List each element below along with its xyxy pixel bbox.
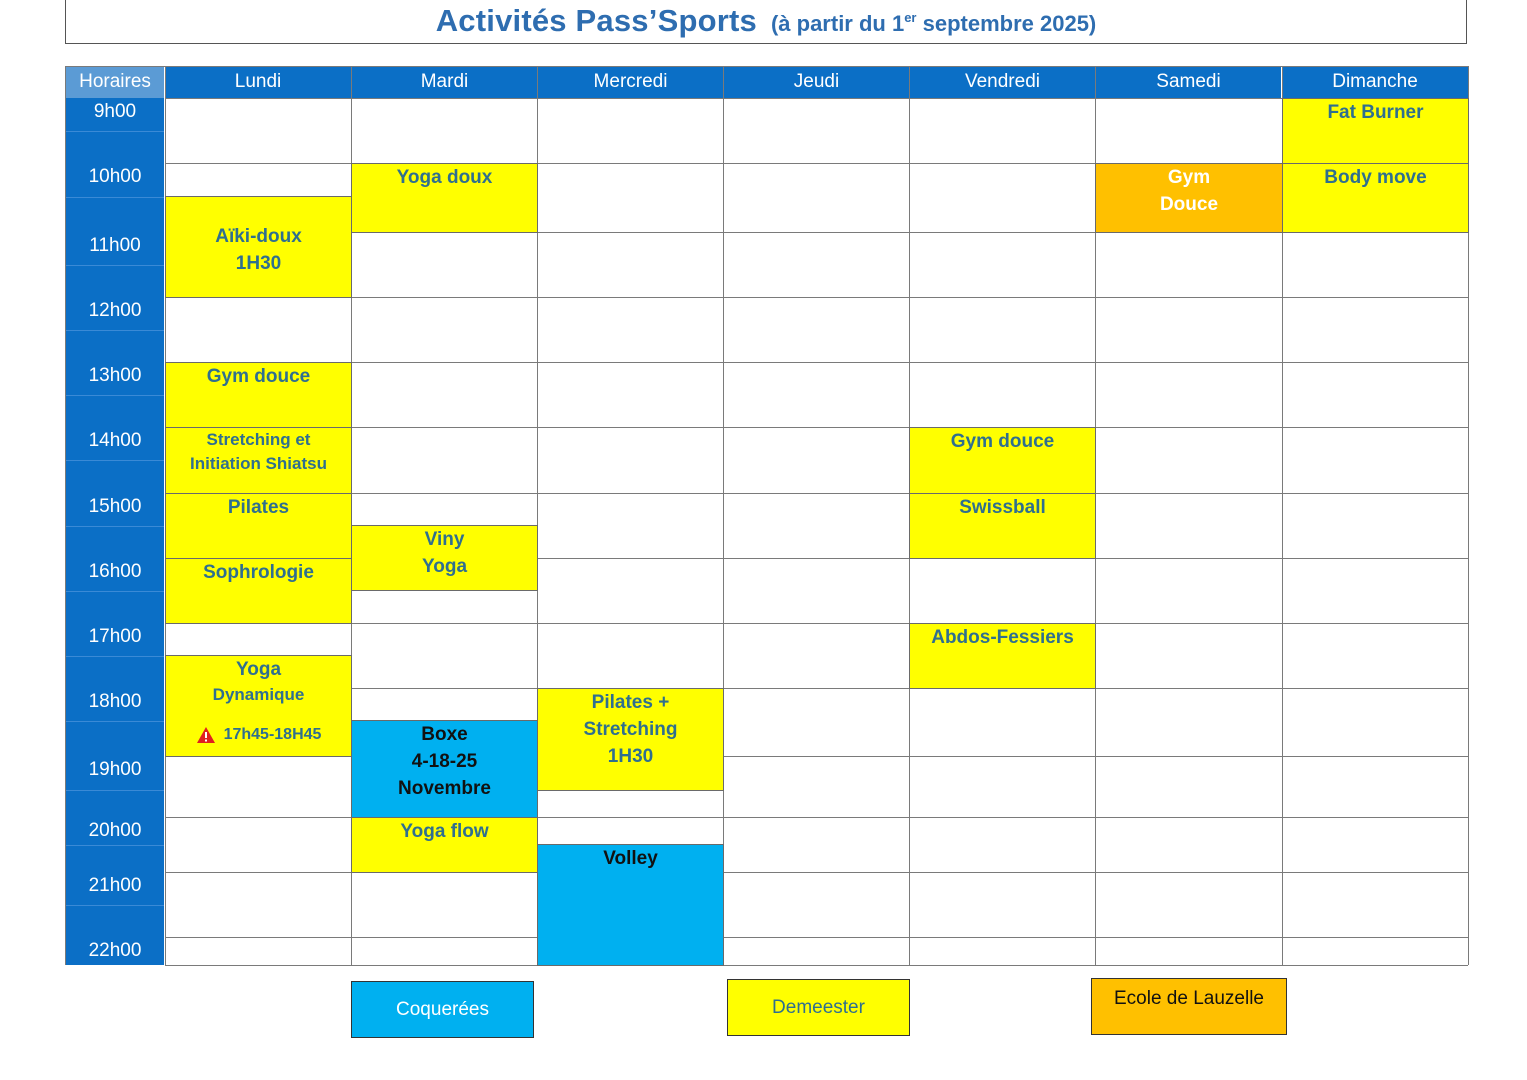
event-dimanche-fat-burner[interactable] — [1282, 98, 1469, 164]
time-label: 9h00 — [93, 101, 137, 122]
half-hour-divider — [66, 131, 164, 132]
half-hour-divider — [66, 526, 164, 527]
half-hour-divider — [66, 395, 164, 396]
event-label: Body move — [1324, 167, 1427, 188]
half-hour-divider — [66, 845, 164, 846]
legend-label: Demeester — [772, 996, 865, 1018]
legend-label: Ecole de Lauzelle — [1114, 988, 1264, 1009]
event-mercredi-pilates-stretching[interactable] — [537, 688, 724, 791]
grid-row-line — [165, 427, 1468, 428]
event-label: Novembre — [398, 778, 491, 799]
legend-lauzelle — [1091, 978, 1287, 1035]
half-hour-divider — [66, 591, 164, 592]
time-label: 17h00 — [88, 626, 142, 647]
time-label: 21h00 — [88, 875, 142, 896]
half-hour-divider — [66, 721, 164, 722]
time-label: 16h00 — [88, 561, 142, 582]
event-label: 1H30 — [607, 746, 654, 767]
legend-label: Coquerées — [396, 998, 489, 1020]
event-mercredi-volley[interactable] — [537, 844, 724, 966]
half-hour-divider — [66, 460, 164, 461]
event-mardi-viny-yoga[interactable] — [351, 525, 538, 591]
event-label: Abdos-Fessiers — [931, 627, 1074, 648]
event-lundi-pilates[interactable] — [165, 493, 352, 559]
legend-demeester — [727, 979, 910, 1036]
event-label: 4-18-25 — [411, 751, 478, 772]
grid-row-line — [165, 623, 1468, 624]
header-samedi: Samedi — [1096, 66, 1281, 98]
header-mardi: Mardi — [352, 66, 537, 98]
event-mardi-boxe[interactable] — [351, 720, 538, 818]
event-label: Aïki-doux — [215, 226, 302, 247]
event-label: Gym — [1167, 167, 1211, 188]
event-note-text: 17h45-18H45 — [223, 726, 322, 743]
grid-row-line — [165, 98, 1468, 99]
time-label: 11h00 — [89, 235, 141, 256]
half-hour-divider — [66, 197, 164, 198]
event-label: Pilates — [227, 497, 290, 518]
time-label: 19h00 — [88, 759, 142, 780]
header-jeudi: Jeudi — [724, 66, 909, 98]
time-label: 20h00 — [88, 820, 142, 841]
title-subtitle — [771, 10, 1096, 37]
page-title — [65, 0, 1467, 44]
title-sub-suffix: septembre 2025) — [916, 10, 1097, 36]
header-vendredi: Vendredi — [910, 66, 1095, 98]
event-vendredi-swissball[interactable] — [909, 493, 1096, 559]
event-label: Volley — [603, 848, 658, 869]
time-label: 13h00 — [88, 365, 142, 386]
event-mardi-yoga-flow[interactable] — [351, 817, 538, 873]
header-dimanche: Dimanche — [1282, 66, 1468, 98]
half-hour-divider — [66, 656, 164, 657]
header-lundi: Lundi — [165, 66, 351, 98]
event-label: Douce — [1159, 194, 1219, 215]
event-vendredi-gym-douce[interactable] — [909, 427, 1096, 494]
event-label: Gym douce — [206, 366, 311, 387]
half-hour-divider — [66, 790, 164, 791]
event-label: Viny — [424, 529, 465, 550]
event-label: Yoga doux — [396, 167, 493, 188]
event-note — [196, 721, 322, 748]
time-label: 18h00 — [88, 691, 142, 712]
event-mardi-yoga-doux[interactable] — [351, 163, 538, 233]
time-label: 15h00 — [88, 496, 142, 517]
event-lundi-yoga-dynamique[interactable] — [165, 655, 352, 757]
event-label: Stretching et — [206, 430, 311, 449]
grid-row-line — [165, 362, 1468, 363]
event-label: Initiation Shiatsu — [190, 454, 327, 473]
event-label: Gym douce — [950, 431, 1055, 452]
warning-icon — [196, 726, 216, 744]
event-label: Yoga — [421, 556, 468, 577]
event-lundi-aiki-doux[interactable] — [165, 196, 352, 298]
event-lundi-stretching[interactable] — [165, 427, 352, 494]
half-hour-divider — [66, 330, 164, 331]
title-sub-sup: er — [904, 9, 917, 25]
event-lundi-gym-douce[interactable] — [165, 362, 352, 428]
event-lundi-sophrologie[interactable] — [165, 558, 352, 624]
time-label: 10h00 — [88, 166, 142, 187]
event-label: Sophrologie — [203, 562, 314, 583]
grid-column-line — [723, 66, 724, 965]
event-label: Yoga flow — [400, 821, 489, 842]
event-dimanche-body-move[interactable] — [1282, 163, 1469, 233]
event-label: Boxe — [421, 724, 468, 745]
grid-column-line — [65, 66, 66, 965]
time-label: 14h00 — [88, 430, 142, 451]
half-hour-divider — [66, 265, 164, 266]
header-mercredi: Mercredi — [538, 66, 723, 98]
time-label: 12h00 — [88, 300, 142, 321]
event-vendredi-abdos-fessiers[interactable] — [909, 623, 1096, 689]
event-label: Dynamique — [212, 685, 305, 704]
title-sub-prefix: (à partir du 1 — [770, 10, 905, 36]
time-label: 22h00 — [88, 940, 142, 961]
event-label: 1H30 — [235, 253, 282, 274]
title-main: Activités Pass’Sports — [435, 3, 757, 38]
event-label: Fat Burner — [1327, 102, 1424, 123]
event-samedi-gym-douce[interactable] — [1095, 163, 1283, 233]
grid-row-line — [165, 493, 1468, 494]
grid-row-line — [165, 965, 1468, 966]
grid-row-line — [165, 688, 1468, 689]
grid-top-line — [65, 66, 1468, 67]
event-label: Stretching — [583, 719, 678, 740]
header-horaires: Horaires — [66, 66, 164, 98]
half-hour-divider — [66, 905, 164, 906]
event-label: Pilates + — [591, 692, 670, 713]
grid-row-line — [165, 297, 1468, 298]
event-label: Swissball — [959, 497, 1046, 518]
event-label: Yoga — [235, 659, 282, 680]
legend-coquerees — [351, 981, 534, 1038]
grid-row-line — [165, 937, 1468, 938]
